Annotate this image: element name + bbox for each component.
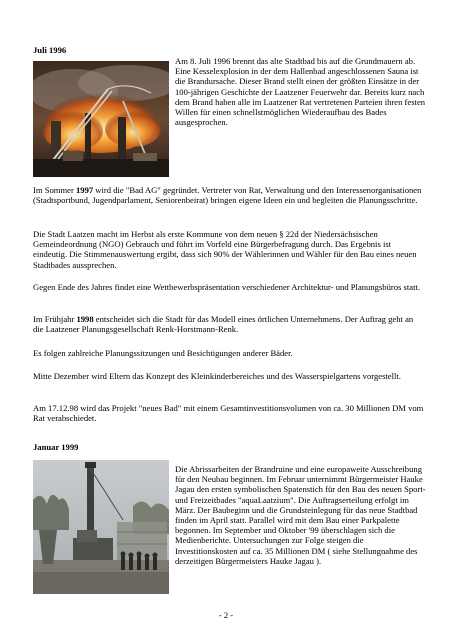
- section1-text: Am 8. Juli 1996 brennt das alte Stadtbad bis auf die Grundmauern ab. Eine Kesselexplosion in der dem Hallenbad angeschlossenen Sauna ist die Brandursache. Dieser Brand stellt einen der größten Einsätze in der 100-jährigen Geschichte der Laatzener Feuerwehr dar. Bereits kurz nach dem Brand haben alle im Laatzener Rat vertretenen Parteien ihren festen Willen für einen schnellstmöglichen Wiederaufbau des Bades ausgesprochen.: [175, 56, 426, 128]
- paragraph-wettbewerb: Gegen Ende des Jahres findet eine Wettbewerbspräsentation verschiedener Architektur- und Planungsbüros statt.: [33, 282, 421, 292]
- p1-year: 1997: [75, 185, 94, 195]
- construction-photo-image: [33, 460, 169, 594]
- fire-photo: [33, 61, 169, 177]
- paragraph-buergerbefragung: Die Stadt Laatzen macht im Herbst als erste Kommune von dem neuen § 22d der Niedersächsischen Gemeindeordnung (NGO) Gebrauch und führt im Vorfeld eine Bürgerbefragung durch. Das Ergebnis ist eindeutig. Die Stimmenauswertung ergibt, dass sich 90% der Wählerinnen und Wähler für den Bau eines neuen Stadtbades aussprechen.: [33, 229, 417, 270]
- section2-text: Die Abrissarbeiten der Brandruine und eine europaweite Ausschreibung für den Neubau beginnen. Im Februar unternimmt Bürgermeister Hauke Jagau den ersten symbolischen Spatenstich für den Bau des neuen Sport- und Freizeitbades "aquaLaatzium". Die Auftragserteilung erfolgt im März. Der Baubeginn und die Grundsteinlegung für das neue Stadtbad finden im April statt. Parallel wird mit dem Bau einer Parkpalette begonnen. Im September und Oktober '99 überschlagen sich die Medienberichte. Untersuchungen zur Folge steigen die Investitionskosten auf ca. 35 Millionen DM ( siehe Stellungnahme des derzeitigen Bürgermeisters Hauke Jagau ).: [175, 464, 426, 566]
- p4-post: entscheidet sich die Stadt für das Modell eines örtlichen Unternehmens. Der Auftrag geht an die Laatzener Planungsgesellschaft Renk-Horstmann-Renk.: [33, 314, 414, 335]
- paragraph-1998: [33, 314, 425, 334]
- paragraph-dezember: Mitte Dezember wird Eltern das Konzept des Kleinkinderbereiches und des Wasserspielgartens vorgestellt.: [33, 371, 401, 381]
- paragraph-1997: [33, 185, 425, 205]
- paragraph-planungssitzungen: Es folgen zahlreiche Planungssitzungen und Besichtigungen anderer Bäder.: [33, 348, 293, 358]
- p1-post: wird die "Bad AG" gegründet. Vertreter von Rat, Verwaltung und den Interessenorganisationen (Stadtsportbund, Jugendparlament, Seniorenbeirat) bringen eigene Ideen ein und begleiten die Planungsschritte.: [33, 185, 422, 206]
- page-number: - 2 -: [218, 610, 234, 620]
- construction-photo: [33, 460, 169, 594]
- p1-pre: Im Sommer: [33, 185, 76, 195]
- section-heading-juli-1996: Juli 1996: [33, 45, 67, 55]
- fire-photo-image: [33, 61, 169, 177]
- paragraph-17-12-98: Am 17.12.98 wird das Projekt "neues Bad" mit einem Gesamtinvestitionsvolumen von ca. 30 Millionen DM vom Rat verabschiedet.: [33, 403, 424, 424]
- section-heading-januar-1999: Januar 1999: [33, 442, 79, 452]
- p4-pre: Im Frühjahr: [33, 314, 77, 324]
- p4-year: 1998: [76, 314, 94, 324]
